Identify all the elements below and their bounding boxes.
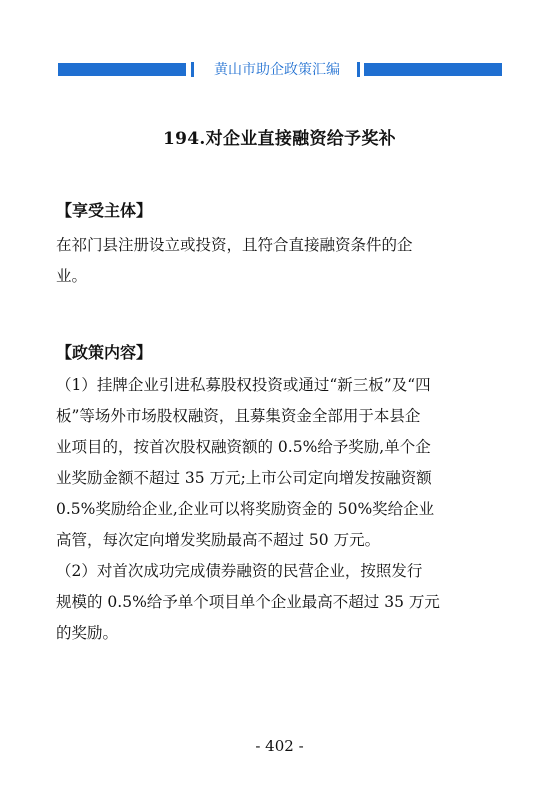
header-tick-right — [357, 62, 360, 77]
text-line: 的奖励。 — [56, 624, 119, 642]
header-bar-left — [58, 63, 186, 76]
document-title: 194.对企业直接融资给予奖补 — [163, 129, 396, 149]
section-body-beneficiary — [56, 230, 504, 292]
text-line: 规模的 0.5%给予单个项目单个企业最高不超过 35 万元 — [56, 593, 440, 611]
text-line: 业。 — [56, 267, 88, 285]
page-number: - 402 - — [255, 737, 304, 755]
text-line: 0.5%奖励给企业,企业可以将奖励资金的 50%奖给企业 — [56, 500, 435, 518]
text-line: 业项目的，按首次股权融资额的 0.5%给予奖励,单个企 — [56, 438, 431, 456]
header-bar-right — [364, 63, 502, 76]
text-line: （2）对首次成功完成债券融资的民营企业，按照发行 — [56, 562, 423, 580]
text-line: 高管，每次定向增发奖励最高不超过 50 万元。 — [56, 531, 381, 549]
section-heading-beneficiary: 【享受主体】 — [56, 201, 153, 220]
header-title: 黄山市助企政策汇编 — [214, 62, 340, 78]
text-line: （1）挂牌企业引进私募股权投资或通过“新三板”及“四 — [56, 376, 431, 394]
section-body-policy — [56, 370, 504, 649]
header-tick-left — [191, 62, 194, 77]
text-line: 在祁门县注册设立或投资，且符合直接融资条件的企 — [56, 236, 413, 254]
text-line: 业奖励金额不超过 35 万元;上市公司定向增发按融资额 — [56, 469, 432, 487]
section-heading-policy: 【政策内容】 — [56, 343, 153, 362]
page-header — [58, 60, 502, 80]
text-line: 板”等场外市场股权融资，且募集资金全部用于本县企 — [56, 407, 421, 425]
